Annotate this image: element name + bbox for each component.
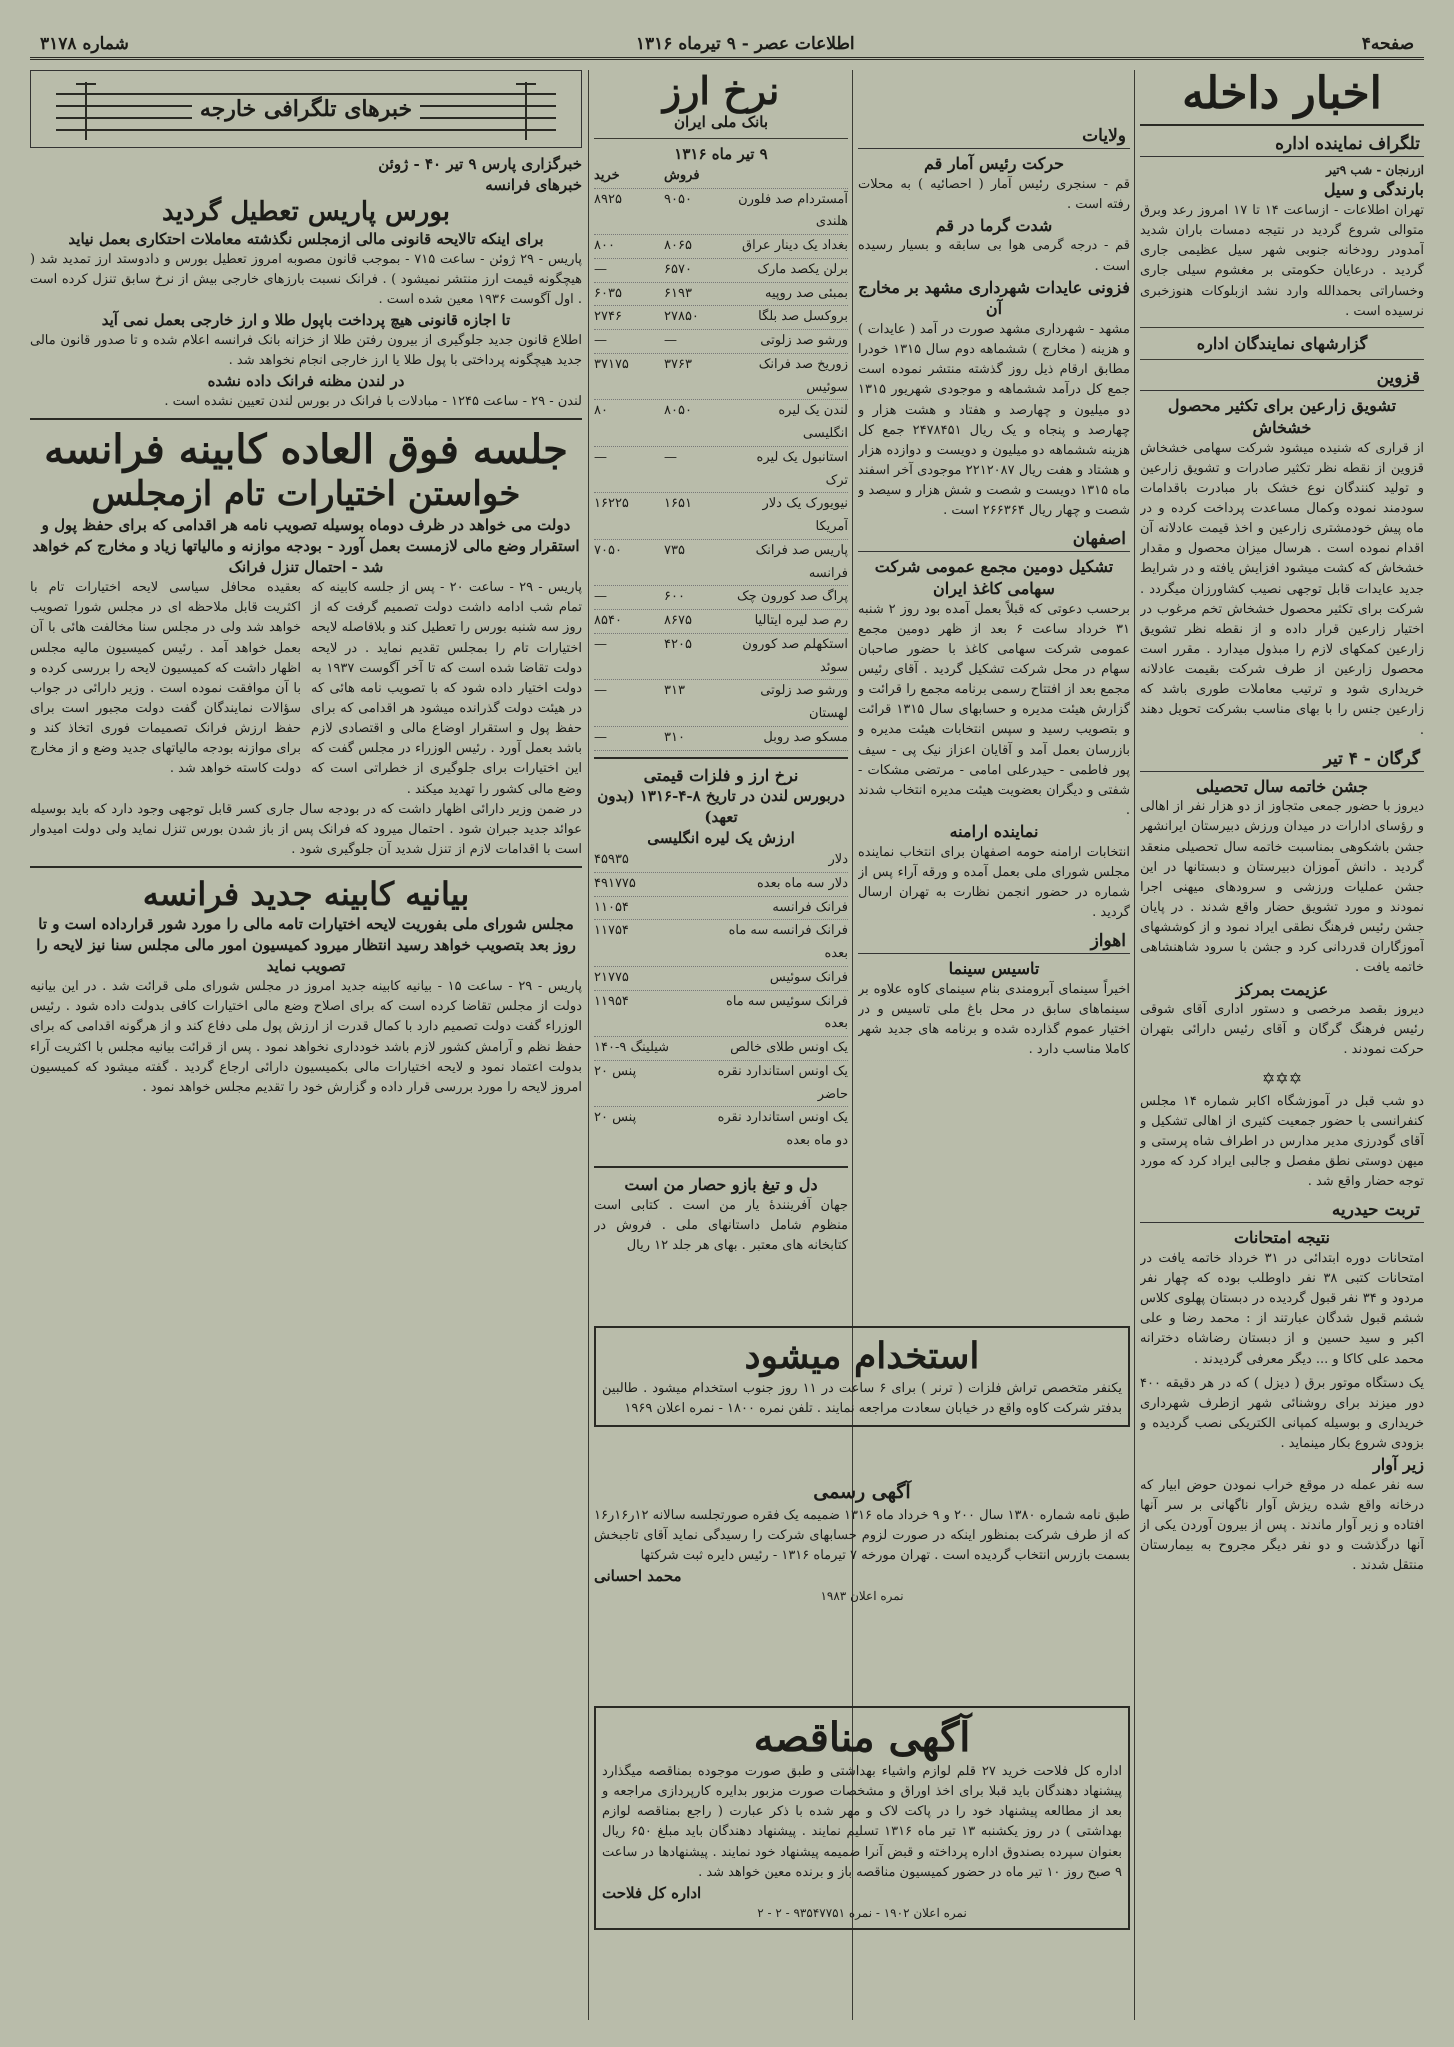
article-title: شدت گرما در قم	[935, 215, 1053, 235]
rate-cell-sell: —	[664, 449, 677, 465]
rate-cell-sell: ۷۳۵	[664, 542, 685, 558]
subhead-cabinet: دولت می خواهد در ظرف دوماه بوسیله تصویب نامه هر اقدامی که برای حفظ پول و استقرار وضع مالی لازمست بعمل آورد - بودجه موازنه و مالیاتها زیاد و مخارج کم خواهد شد - احتمال تنزل فرانک	[32, 516, 580, 577]
ad-body: جهان آفرینندهٔ یار من است . کتابی است منظوم شامل داستانهای ملی . فروش در کتابخانه های معتبر . بهای هر جلد ۱۲ ریال	[594, 1197, 848, 1253]
rate-row	[594, 283, 848, 307]
star-ornament: ✡✡✡	[1261, 1068, 1303, 1088]
rate-cell-name: استکهلم صد کورون سوئد	[742, 636, 848, 675]
notice-signature: محمد احسانی	[594, 1567, 682, 1586]
page-header	[30, 30, 1424, 60]
metal-name: دلار	[828, 852, 848, 868]
city-head: تربت حیدریه	[1140, 1198, 1424, 1223]
metal-row	[594, 873, 848, 897]
rate-cell-name: مسکو صد روبل	[763, 729, 848, 745]
rate-cell-buy: ۶۰۳۵	[594, 285, 622, 301]
article-body: مشهد - شهرداری مشهد صورت در آمد ( عایدات ) و هزینه ( مخارج ) ششماهه دوم سال ۱۳۱۵ خودرا مطابق ارقام ذیل روز گذشته منتشر نموده است جمع کل درآمد ششماهه و موجودی شهریور ۱۳۱۵ دو میلیون و چهارصد و هفتاد و هشت هزار و چهارصد و پنجاه و یک ریال ۲۴۷۸۴۵۱ جمع کل هزینه ششماهه دو میلیون و دویست و دوازده هزار و هشتاد و هفت ریال ۲۲۱۲۰۸۷ موجودی آخر اسفند ماه ۱۳۱۵ دویست و شصت و شش هزار و سیصد و شصت و چهار ریال ۲۶۶۳۶۴ است .	[858, 321, 1130, 519]
rate-cell-name: استانبول یک لیره ترک	[756, 449, 848, 488]
rate-cell-buy: ۸۹۲۵	[594, 191, 622, 207]
newspaper-page	[30, 30, 1424, 2020]
rate-row	[594, 306, 848, 330]
london-head: دربورس لندن در تاریخ ۸-۴-۱۳۱۶ (بدون تعهد)	[597, 787, 845, 827]
rate-cell-sell: ۹۰۵۰	[664, 191, 692, 207]
sterling-head: ارزش یک لیره انگلیسی	[647, 829, 795, 848]
metal-value: ۲۰ پنس	[594, 1110, 637, 1126]
article-body: پاریس - ۲۹ ژوئن - ساعت ۷۱۵ - بموجب قانون مصوبه امروز تعطیل بورس و دادوستد ارز تمدید شد ( هیچگونه قیمت ارز منتشر نمیشود ) . فرانک نسبت بارزهای خارجی بیش از نرخ سابق تنزل کرده است . اول آگوست ۱۹۳۶ معین شده است .	[30, 251, 582, 307]
rate-row	[594, 259, 848, 283]
rate-cell-sell: —	[664, 333, 677, 349]
official-notice	[594, 1480, 1130, 1690]
metal-row	[594, 1037, 848, 1061]
rate-cell-sell: ۳۱۰	[664, 729, 685, 745]
rate-cell-name: نیویورک یک دلار آمریکا	[762, 496, 848, 535]
logo-text: خبرهای تلگرافی خارجه	[192, 96, 420, 122]
rate-cell-sell: ۶۵۷۰	[664, 261, 692, 277]
article-body: پاریس - ۲۹ - ساعت ۲۰ - پس از جلسه کابینه که تمام شب ادامه داشت دولت تصمیم گرفت که از روز سه شنبه بورس را تعطیل کند و بلافاصله لایحه اختیارات تام را بمجلس تقدیم نماید . در لایحه دولت تقاضا شده است که تا آخر آگوست ۱۹۳۷ به دولت اختیار داده شود که با تصویب نامه هائی که در هیئت دولت گذرانده میشود هر اقدامی که برای حفظ پول و استقرار اوضاع مالی و اقتصادی لازم باشد بعمل آورد . رئیس الوزراء در مجلس گفت که این اختیارات برای جلوگیری از خطراتی است که وضع مالی کشور را تهدید میکند .	[311, 580, 582, 797]
notice-body: طبق نامه شماره ۱۳۸۰ سال ۲۰۰ و ۹ خرداد ماه ۱۳۱۶ ضمیمه یک فقره صورتجلسه سالانه ۱۲ر۱۶ر۱۶ که از طرف شرکت بمنظور اینکه در صورت لزوم حسابهای شرکت را رسیدگی نماید آقای تاجبخش بسمت بازرس انتخاب گردیده است . تهران مورخه ۷ تیرماه ۱۳۱۶ - رئیس دایره ثبت شرکتها	[594, 1507, 1130, 1563]
article-body: قم - سنجری رئیس آمار ( احصائیه ) به محلات رفته است .	[858, 176, 1130, 212]
rate-row	[594, 189, 848, 236]
headline-declaration: بیانیه کابینه جدید فرانسه	[142, 875, 470, 914]
rate-row	[594, 354, 848, 401]
rate-cell-name: آمستردام صد فلورن هلندی	[738, 191, 848, 230]
article-title: حرکت رئیس آمار قم	[923, 154, 1065, 173]
metal-row	[594, 897, 848, 921]
article-body: یک دستگاه موتور برق ( دیزل ) که در هر دقیقه ۴۰۰ دور میزند برای روشنائی شهر ازطرف شهرداری خریداری و بوسیله کمپانی الکتریکی نصب گردیده و بزودی شروع بکار مینماید .	[1140, 1375, 1424, 1452]
article-body: در ضمن وزیر دارائی اظهار داشت که در بودجه سال جاری کسر قابل توجهی وجود دارد که باید بوسیله عوائد جدید جبران شود . احتمال میرود که فرانک پس از باز شدن بورس تنزل نماید ولی دولت امیدوار است با اقدامات لازم از تنزل شدید آن جلوگیری شود .	[30, 801, 582, 857]
article-body: پاریس - ۲۹ - ساعت ۱۵ - بیانیه کابینه جدید امروز در مجلس شورای ملی قرائت شد . در این بیانیه دولت از مجلس تقاضا کرده است که برای اصلاح وضع مالی اختیارات کافی بدولت داده شود . رئیس الوزراء گفت دولت تصمیم دارد با کمال قدرت از ارزش پول ملی دفاع کند و از هرگونه اقدامی که برای حفظ نظم و آرامش کشور لازم باشد خودداری نخواهد نمود . پس از قرائت بیانیه مجلس با اکثریت آراء بدولت اعتماد نمود و لایحه اختیارات مالی بکمیسیون دارائی ارجاع گردید . گفته میشود که کمیسیون امروز لایحه را مورد بررسی قرار داده و گزارش خود را تقدیم مجلس خواهد نمود .	[30, 979, 582, 1095]
dateline: ازرنجان - شب ۹تیر	[1326, 163, 1424, 178]
metal-name: فرانک سوئیس سه ماه بعده	[726, 993, 848, 1032]
rate-cell-sell: ۳۱۳	[664, 683, 685, 699]
column-rule	[1134, 70, 1135, 2020]
notice-signature: اداره کل فلاحت	[602, 1883, 702, 1902]
rate-row	[594, 493, 848, 540]
article-title: نماینده ارامنه	[949, 822, 1039, 842]
article-body: لندن - ۲۹ - ساعت ۱۲۴۵ - مبادلات با فرانک در بورس لندن تعیین نشده است .	[164, 394, 582, 410]
tender-notice	[594, 1700, 1130, 2020]
metal-value: ۱۱۰۵۴	[594, 899, 629, 915]
metal-value: ۱۱۹۵۴	[594, 993, 629, 1009]
headline-powers: خواستن اختیارات تام ازمجلس	[91, 474, 521, 515]
metal-value: ۱۴۰-۹ شیلینگ	[594, 1040, 670, 1056]
rate-cell-name: بروکسل صد بلگا	[758, 309, 848, 325]
rate-cell-name: ورشو صد زلوتی لهستان	[760, 683, 848, 722]
bank-name: بانک ملی ایران	[673, 112, 769, 131]
notice-title: آگهی رسمی	[813, 1481, 911, 1503]
rate-cell-name: بغداد یک دینار عراق	[742, 238, 848, 254]
book-ad	[594, 1160, 848, 1290]
article-body: از قراری که شنیده میشود شرکت سهامی خشخاش قزوین از نقطه نظر تکثیر صادرات و تشویق زارعین و تولید کنندگان نوع خشک بار مبادرت باقدامات سودمند نموده وکمال مساعدت پرداخت کرده و در ماه پیش خودمشتری زارعین و اخذ قیمت عادلانه آن اقدام نموده است . هرسال میزان محصول و مقدار خشخاش که کشت میشود افزایش یافته و در شرایط جدید عایدات قابل توجهی نصیب کشاورزان میگردد . شرکت برای تکثیر محصول خشخاش تخم مرغوب در اختیار زارعین قرار داده و از نقطه نظر تشویق زارعین کمکهای لازم را مبذول میدارد . مقرر است محصول زارعین از طرف شرکت بقیمت عادلانه خریداری شود و ترتیب معاملات طوری باشد که زارعین جنس را با بهای مناسب بشرکت تحویل دهند .	[1140, 440, 1424, 738]
metal-row	[594, 1107, 848, 1150]
rate-row	[594, 634, 848, 681]
rate-cell-sell: ۶۰۰	[664, 589, 685, 605]
metal-value: ۴۹۱۷۷۵	[594, 875, 636, 891]
metal-row	[594, 967, 848, 991]
rate-row	[594, 586, 848, 610]
rate-cell-name: پاریس صد فرانک فرانسه	[755, 542, 848, 581]
rate-cell-buy: ۷۰۵۰	[594, 542, 622, 558]
currency-column	[594, 70, 848, 1150]
subhead-london: در لندن مظنه فرانک داده نشده	[207, 372, 405, 391]
headline-bourse: بورس پاریس تعطیل گردید	[161, 197, 451, 227]
subhead-gold: تا اجازه قانونی هیچ پرداخت باپول طلا و ارز خارجی بعمل نمی آید	[101, 310, 511, 329]
rate-row	[594, 330, 848, 354]
city-head: اهواز	[858, 929, 1130, 954]
rate-row	[594, 235, 848, 259]
rate-cell-buy: ۸۰۰	[594, 238, 615, 254]
article-body: سه نفر عمله در موقع خراب نمودن حوض ابیار که درخانه واقع شده ریزش آوار ناگهانی بر سر آنها افتاده و زیر آوار ماندند . پس از بیرون آوردن یکی از آنها درگذشت و دو نفر دیگر مجروح به بیمارستان منتقل شدند .	[1140, 1477, 1424, 1574]
hire-ad	[594, 1320, 1130, 1470]
metal-row	[594, 1061, 848, 1108]
article-title: فزونی عایدات شهرداری مشهد بر مخارج آن	[858, 277, 1130, 319]
city-head: اصفهان	[858, 527, 1130, 552]
headline-cabinet: جلسه فوق العاده کابینه فرانسه	[44, 426, 568, 474]
page-label: صفحه۴	[1361, 33, 1414, 54]
rate-cell-buy: —	[594, 333, 607, 349]
article-body: بعقیده محافل سیاسی لایحه اختیارات تام با اکثریت قابل ملاحظه ای در مجلس شورا تصویب خواهد شد ولی در مجلس سنا مخالفت هائی با آن بعمل خواهد آمد . رئیس کمیسیون مالیه مجلس اظهار داشت که کمیسیون لایحه را بررسی کرده و با آن موافقت نموده است . وزیر دارائی در جواب سؤالات نمایندگان گفت دولت مجبور است برای حفظ ارزش فرانک تصمیمات فوری اتخاذ کند و برای موازنه بودجه مالیاتهای جدید وضع و از مخارج دولت کاسته خواهد شد .	[30, 580, 301, 777]
rate-cell-buy: —	[594, 729, 607, 745]
agency-line: خبرگزاری پارس ۹ تیر ۴۰ - ژوئن	[378, 155, 582, 173]
provinces-column	[858, 70, 1130, 1170]
ad-title: دل و تیغ بازو حصار من است	[624, 1175, 818, 1194]
metal-name: یک اونس استاندارد نقره دو ماه بعده	[717, 1110, 848, 1149]
article-title: نتیجه امتحانات	[1233, 1228, 1331, 1248]
foreign-news-logo	[30, 70, 582, 148]
rate-cell-name: لندن یک لیره انگلیسی	[778, 403, 848, 442]
metal-name: یک اونس طلای خالص	[730, 1040, 848, 1056]
metal-row	[594, 920, 848, 967]
rate-cell-buy: ۸۵۴۰	[594, 613, 622, 629]
section-head: ولایات	[858, 124, 1130, 149]
cabinet-article	[30, 578, 582, 800]
rate-row	[594, 610, 848, 634]
rate-cell-name: برلن یکصد مارک	[757, 261, 848, 277]
subhead-declaration: مجلس شورای ملی بفوریت لایحه اختیارات تامه مالی را مورد شور قرارداده است و تا روز بعد بتصویب خواهد رسید انتظار میرود کمیسیون امور مالی مجلس سنا نیز لایحه را تصویب نماید	[36, 915, 576, 976]
foreign-news-column	[30, 70, 582, 2015]
notice-body: اداره کل فلاحت خرید ۲۷ قلم لوازم واشیاء بهداشتی و طبق صورت موجوده بمناقصه میگذارد پیشنهاد دهندگان باید قبلا برای اخذ اوراق و مشخصات صورت مزبور بدایره کارپردازی مراجعه و بعد از مطالعه پیشنهاد خود را در پاکت لاک و مهر شده با ذکر عبارت ( راجع بمناقصه لوازم بهداشتی ) در روز یکشنبه ۱۳ تیر ماه ۱۳۱۶ تسلیم نمایند . پیشنهاد دهندگان باید مبلغ ۶۵۰ ریال بعنوان سپرده بصندوق اداره پرداخته و قبض آنرا ضمیمه پیشنهاد خود نمایند . پیشنهادها در ساعت ۹ صبح روز ۱۰ تیر ماه در حضور کمیسیون مناقصه باز و برنده معین خواهد شد .	[602, 1764, 1123, 1880]
article-title: تاسیس سینما	[948, 959, 1040, 979]
paper-date: اطلاعات عصر - ۹ تیرماه ۱۳۱۶	[635, 33, 855, 54]
notice-number: نمره اعلان ۱۹۰۲ - نمره ۹۳۵۴۷۷۵۱ - ۲ - ۲	[757, 1905, 967, 1920]
city-head: گرگان - ۴ تیر	[1140, 747, 1424, 772]
rate-cell-buy: ۳۷۱۷۵	[594, 356, 629, 372]
article-title: تشویق زارعین برای تکثیر محصول خشخاش	[1167, 396, 1397, 438]
article-body: دیروز با حضور جمعی متجاوز از دو هزار نفر از اهالی و رؤسای ادارات در میدان ورزش دبیرستان ایرانشهر جشن باشکوهی بمناسبت خاتمه سال تحصیلی منعقد گردید . دانش آموزان دبیرستان و دبستانها در این جشن عملیات ورزشی و سرودهای میهنی اجرا نمودند و مورد تشویق حضار واقع شدند . در پایان جشن رئیس فرهنگ نطقی ایراد نمود و از کوششهای آموزگاران قدردانی کرد و جشن با سرود شاهنشاهی خاتمه یافت .	[1140, 799, 1424, 976]
ad-body: یکنفر متخصص تراش فلزات ( ترنر ) برای ۶ ساعت در ۱۱ روز جنوب استخدام میشود . طالبین بدفتر شرکت کاوه واقع در خیابان سعادت مراجعه نمایند . تلفن نمره ۱۸۰۰ - نمره اعلان ۱۹۶۹	[602, 1381, 1122, 1417]
article-body: تهران اطلاعات - ازساعت ۱۴ تا ۱۷ امروز رعد وبرق متوالی شروع گردید در نتیجه دمسات باران شدید آمدودر رودخانه جنوبی شهر سیل عظیمی جاری گردید . درعایان حکومتی بر مغشوم سیلی جاری وخساراتی بحمدالله وارد نشد ازبلوکات هنوزخبری نرسیده است .	[1140, 202, 1424, 319]
article-body: امتحانات دوره ابتدائی در ۳۱ خرداد خاتمه یافت در امتحانات کتبی ۳۸ نفر داوطلب بوده که چهار نفر مردود و ۳۴ نفر قبول گردیده در دبستان پهلوی کلاس ششم قبول شدگان عبارتند از : محمد رضا و علی اکبر و سید حسین و از دبستان رضاشاه دخترانه محمد علی کاکا و ... دیگر معرفی گردیدند .	[1140, 1250, 1424, 1367]
currency-title: نرخ ارز	[662, 70, 780, 113]
article-title: زیر آوار	[1373, 1455, 1424, 1475]
metal-name: فرانک فرانسه	[772, 899, 848, 915]
section-head: نرخ ارز و فلزات قیمتی	[643, 765, 799, 785]
article-body: برحسب دعوتی که قبلاً بعمل آمده بود روز ۲ شنبه ۳۱ خرداد ساعت ۶ بعد از ظهر دومین مجمع عمومی شرکت سهامی کاغذ با حضور صاحبان سهام در محل شرکت تشکیل گردید . آقای رئیس مجمع بعد از افتتاح رسمی برنامه مجمع را قرائت و گزارش هیئت مدیره و حسابهای سال ۱۳۱۵ قرائت و بتصویب رسید و سپس انتخابات هیئت مدیره و بازرسان بعمل آمد و آقایان اعزاز نیک پی - سیف پور فاطمی - حیدرعلی امامی - مرتضی مشکات - شفتی و دیگران بعضویت هیئت مدیره انتخاب شدند .	[858, 601, 1130, 818]
city-head: قزوین	[1140, 366, 1424, 391]
rate-row	[594, 447, 848, 494]
metal-name: یک اونس استاندارد نقره حاضر	[717, 1063, 848, 1102]
rate-date: ۹ تیر ماه ۱۳۱۶	[674, 144, 768, 163]
rate-cell-name: بمبئی صد روپیه	[764, 285, 848, 301]
rate-cell-buy: —	[594, 589, 607, 605]
rate-cell-sell: ۶۱۹۳	[664, 285, 692, 301]
domestic-masthead: اخبار داخله	[1182, 70, 1382, 119]
article-body: انتخابات ارامنه حومه اصفهان برای انتخاب نماینده مجلس شورای ملی بعمل آمده و ورقه آراء پس از شماره در حضور انجمن نظارت به تهران ارسال گردید .	[858, 844, 1130, 921]
rate-table	[594, 189, 848, 751]
metal-row	[594, 849, 848, 873]
rate-row	[594, 727, 848, 751]
metal-value: ۲۱۷۷۵	[594, 969, 629, 985]
rate-cell-buy: —	[594, 449, 607, 465]
rate-cell-buy: —	[594, 683, 607, 699]
article-title: بارندگی و سیل	[1323, 180, 1424, 200]
rate-row	[594, 540, 848, 587]
metal-name: دلار سه ماه بعده	[757, 875, 848, 891]
rate-cell-sell: ۸۶۷۵	[664, 613, 692, 629]
rate-cell-sell: ۱۶۵۱	[664, 496, 692, 512]
article-title: تشکیل دومین مجمع عمومی شرکت سهامی کاغذ ایران	[874, 557, 1114, 598]
rate-row	[594, 680, 848, 727]
notice-title: آگهی مناقصه	[753, 1714, 971, 1761]
rate-cell-buy: —	[594, 636, 607, 652]
rate-cell-name: پراگ صد کورون چک	[737, 589, 848, 605]
rate-cell-sell: ۳۷۶۳	[664, 356, 692, 372]
france-news-label: خبرهای فرانسه	[485, 176, 582, 194]
rate-cell-sell: ۸۰۵۰	[664, 403, 692, 419]
ad-title: استخدام میشود	[744, 1335, 980, 1377]
rate-cell-sell: ۸۰۶۵	[664, 238, 692, 254]
rate-cell-name: رم صد لیره ایتالیا	[754, 613, 848, 629]
metal-value: ۲۰ پنس	[594, 1063, 637, 1079]
rate-cell-buy: ۸۰	[594, 403, 608, 419]
notice-number: نمره اعلان ۱۹۸۳	[820, 1589, 904, 1604]
article-body: اخیراً سینمای آبرومندی بنام سینمای کاوه علاوه بر سینماهای سابق در محل باغ ملی تاسیس و در اختیار عموم گذارده شده و برنامه های جدید شهر کاملا مناسب دارد .	[858, 981, 1130, 1058]
rate-cell-sell: ۴۲۰۵	[664, 636, 692, 652]
rate-cell-buy: —	[594, 261, 607, 277]
rate-row	[594, 400, 848, 447]
rate-cell-name: زوریخ صد فرانک سوئیس	[758, 356, 848, 395]
article-body: قم - درجه گرمی هوا بی سابقه و بسیار رسیده است .	[858, 238, 1130, 274]
section-head: تلگراف نماینده اداره	[1140, 132, 1424, 157]
article-title: عزیمت بمرکز	[1235, 979, 1329, 999]
domestic-column	[1140, 70, 1424, 2015]
metal-value: ۴۵۹۳۵	[594, 852, 629, 868]
issue-number: شماره ۳۱۷۸	[40, 33, 129, 54]
metal-value: ۱۱۷۵۴	[594, 923, 629, 939]
rate-cell-name: ورشو صد زلوتی	[760, 333, 848, 349]
rate-cell-sell: ۲۷۸۵۰	[664, 309, 699, 325]
rate-cell-buy: ۱۶۲۲۵	[594, 496, 629, 512]
section-head: گزارشهای نمایندگان اداره	[1196, 333, 1368, 353]
article-body: دیروز بقصد مرخصی و دستور اداری آقای شوقی رئیس فرهنگ گرگان و آقای رئیس دارائی بتهران حرکت نمودند .	[1140, 1002, 1424, 1058]
metal-name: فرانک فرانسه سه ماه بعده	[728, 923, 848, 962]
article-title: جشن خاتمه سال تحصیلی	[1195, 776, 1369, 796]
metal-row	[594, 991, 848, 1038]
article-body: دو شب قبل در آموزشگاه اکابر شماره ۱۴ مجلس کنفرانسی با حضور جمعیت کثیری از اهالی تشکیل و آقای گودرزی مدیر مدارس در اطراف شاه پرستی و میهن دوستی نطق مفصل و جالبی ایراد کرد که مورد توجه حضار واقع شد .	[1140, 1093, 1424, 1190]
rate-header-row: فروش خرید	[594, 165, 848, 189]
metals-table	[594, 849, 848, 1150]
subhead-bourse: برای اینکه تالایحه قانونی مالی ازمجلس نگذشته معاملات احتکاری بعمل نیاید	[68, 229, 544, 248]
rate-cell-buy: ۲۷۴۶	[594, 309, 622, 325]
metal-name: فرانک سوئیس	[769, 969, 848, 985]
article-body: اطلاع قانون جدید جلوگیری از بیرون رفتن طلا از خزانه بانک فرانسه اعلام شده و تا صدور قانون مالی جدید هیچگونه پرداختی با پول طلا یا ارز خارجی انجام نخواهد شد .	[30, 332, 582, 369]
column-rule	[588, 70, 589, 2020]
